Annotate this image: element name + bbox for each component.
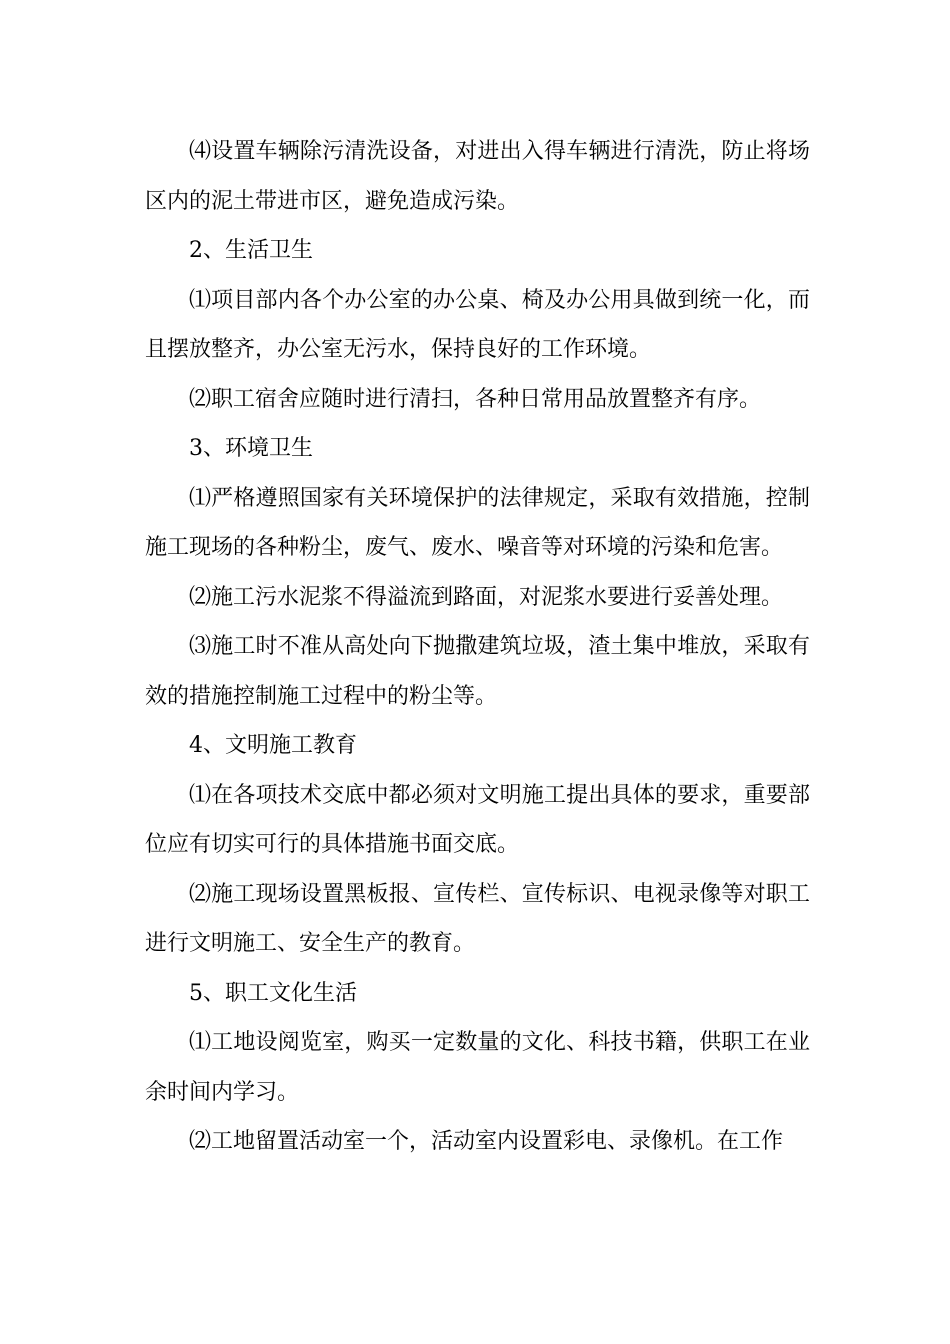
paragraph-reading-room: ⑴工地设阅览室，购买一定数量的文化、科技书籍，供职工在业余时间内学习。 (145, 1030, 810, 1105)
paragraph-technical-disclosure: ⑴在各项技术交底中都必须对文明施工提出具体的要求，重要部位应有切实可行的具体措施书面交底。 (145, 782, 810, 857)
paragraph-vehicle-cleaning: ⑷设置车辆除污清洗设备，对进出入得车辆进行清洗，防止将场区内的泥土带进市区，避免造成污染。 (145, 139, 810, 214)
heading-civilized-construction-education: 4、文明施工教育 (189, 733, 357, 758)
heading-worker-cultural-life: 5、职工文化生活 (189, 980, 357, 1006)
paragraph-office-hygiene: ⑴项目部内各个办公室的办公桌、椅及办公用具做到统一化，而且摆放整齐，办公室无污水，保持良好的工作环境。 (145, 287, 810, 362)
paragraph-dormitory-cleaning: ⑵职工宿舍应随时进行清扫，各种日常用品放置整齐有序。 (189, 386, 762, 412)
paragraph-site-publicity: ⑵施工现场设置黑板报、宣传栏、宣传标识、电视录像等对职工进行文明施工、安全生产的教育。 (145, 881, 810, 956)
paragraph-construction-waste: ⑶施工时不准从高处向下抛撒建筑垃圾，渣土集中堆放，采取有效的措施控制施工过程中的粉尘等。 (145, 634, 810, 709)
heading-living-hygiene: 2、生活卫生 (189, 238, 313, 263)
paragraph-sewage-mud: ⑵施工污水泥浆不得溢流到路面，对泥浆水要进行妥善处理。 (189, 584, 784, 610)
heading-environmental-hygiene: 3、环境卫生 (189, 436, 313, 461)
document-body (145, 127, 810, 1167)
paragraph-activity-room: ⑵工地留置活动室一个，活动室内设置彩电、录像机。在工作 (189, 1129, 784, 1154)
paragraph-environmental-protection: ⑴严格遵照国家有关环境保护的法律规定，采取有效措施，控制施工现场的各种粉尘，废气、废水、噪音等对环境的污染和危害。 (145, 485, 810, 560)
